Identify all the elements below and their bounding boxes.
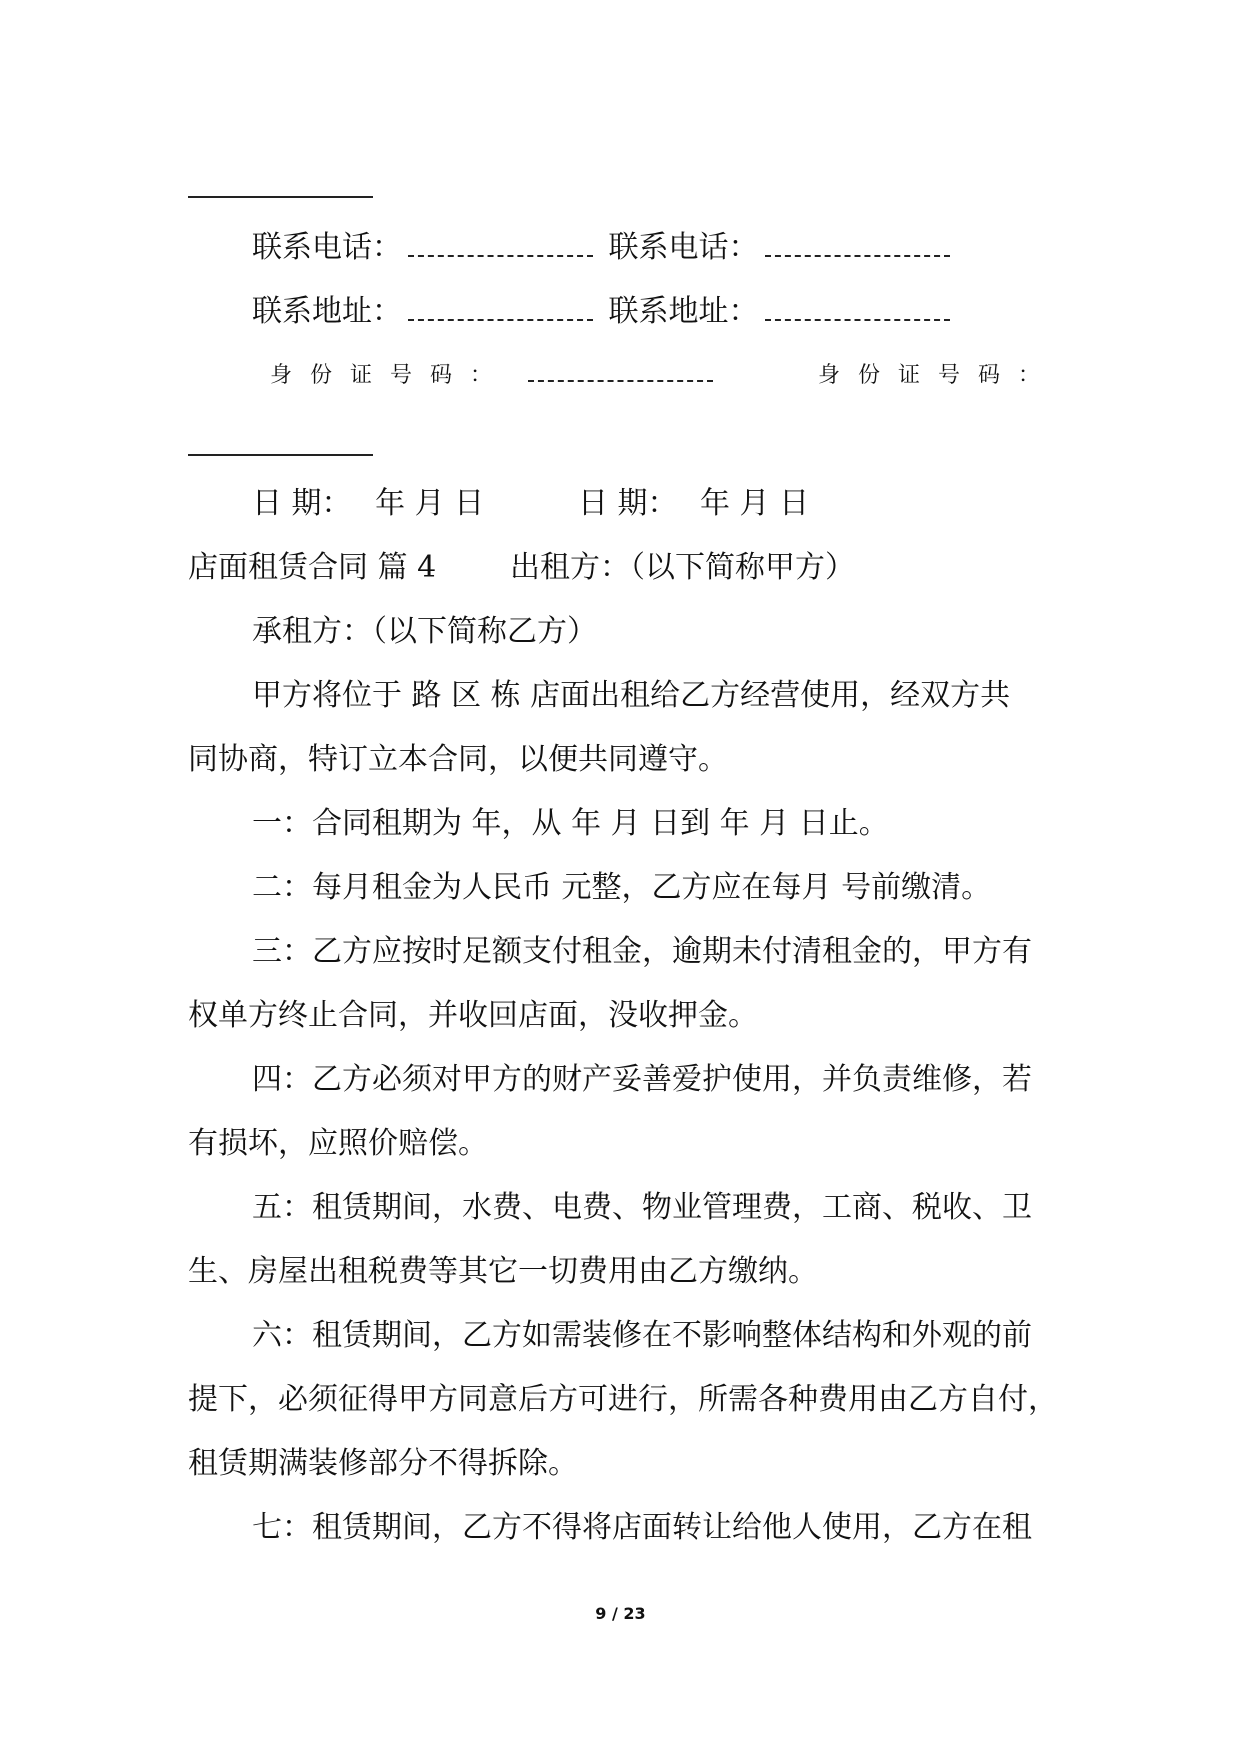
- id-label-b: 身份证号码：: [818, 363, 1059, 388]
- phone-label-b: 联系电话：: [608, 230, 759, 265]
- phone-row: [252, 228, 1058, 268]
- address-blank-a: [408, 317, 593, 321]
- clause-2: 二：每月租金为人民币 元整，乙方应在每月 号前缴清。: [252, 870, 992, 905]
- clause-5-line-1: 五：租赁期间，水费、电费、物业管理费，工商、税收、卫: [252, 1190, 1032, 1225]
- address-blank-b: [765, 317, 950, 321]
- clause-5-line-2: 生、房屋出租税费等其它一切费用由乙方缴纳。: [188, 1254, 818, 1289]
- lessor-line: 出租方：（以下简称甲方）: [510, 550, 855, 585]
- signature-line: [188, 196, 373, 198]
- intro-line-2: 同协商，特订立本合同，以便共同遵守。: [188, 742, 728, 777]
- date-fields-a: 年 月 日: [375, 486, 485, 521]
- phone-label-a: 联系电话：: [252, 230, 402, 265]
- contract-heading-row: [188, 548, 1058, 588]
- clause-7-line-1: 七：租赁期间，乙方不得将店面转让给他人使用，乙方在租: [252, 1510, 1032, 1545]
- address-row: [252, 292, 1058, 332]
- address-label-b: 联系地址：: [608, 294, 759, 329]
- clause-4-line-2: 有损坏，应照价赔偿。: [188, 1126, 488, 1161]
- contract-title: 店面租赁合同 篇 4: [188, 550, 437, 585]
- id-continuation-line: [188, 454, 373, 456]
- intro-line-1: 甲方将位于 路 区 栋 店面出租给乙方经营使用，经双方共: [252, 678, 1011, 713]
- id-blank-a: [528, 378, 713, 382]
- page-number: 9 / 23: [595, 1604, 646, 1623]
- id-label-a: 身份证号码：: [270, 363, 511, 388]
- date-row: [252, 484, 1058, 524]
- phone-blank-b: [765, 253, 950, 257]
- clause-6-line-3: 租赁期满装修部分不得拆除。: [188, 1446, 578, 1481]
- clause-3-line-2: 权单方终止合同，并收回店面，没收押金。: [188, 998, 758, 1033]
- phone-blank-a: [408, 253, 593, 257]
- clause-6-line-2: 提下，必须征得甲方同意后方可进行，所需各种费用由乙方自付，: [188, 1382, 1058, 1417]
- clause-4-line-1: 四：乙方必须对甲方的财产妥善爱护使用，并负责维修，若: [252, 1062, 1032, 1097]
- lessee-line: 承租方：（以下简称乙方）: [252, 614, 597, 649]
- clause-3-line-1: 三：乙方应按时足额支付租金，逾期未付清租金的，甲方有: [252, 934, 1032, 969]
- id-row: [270, 356, 1058, 396]
- date-label-b: 日 期：: [578, 486, 678, 521]
- address-label-a: 联系地址：: [252, 294, 402, 329]
- clause-1: 一：合同租期为 年，从 年 月 日到 年 月 日止。: [252, 806, 889, 841]
- clause-6-line-1: 六：租赁期间，乙方如需装修在不影响整体结构和外观的前: [252, 1318, 1032, 1353]
- date-label-a: 日 期：: [252, 486, 352, 521]
- date-fields-b: 年 月 日: [700, 486, 810, 521]
